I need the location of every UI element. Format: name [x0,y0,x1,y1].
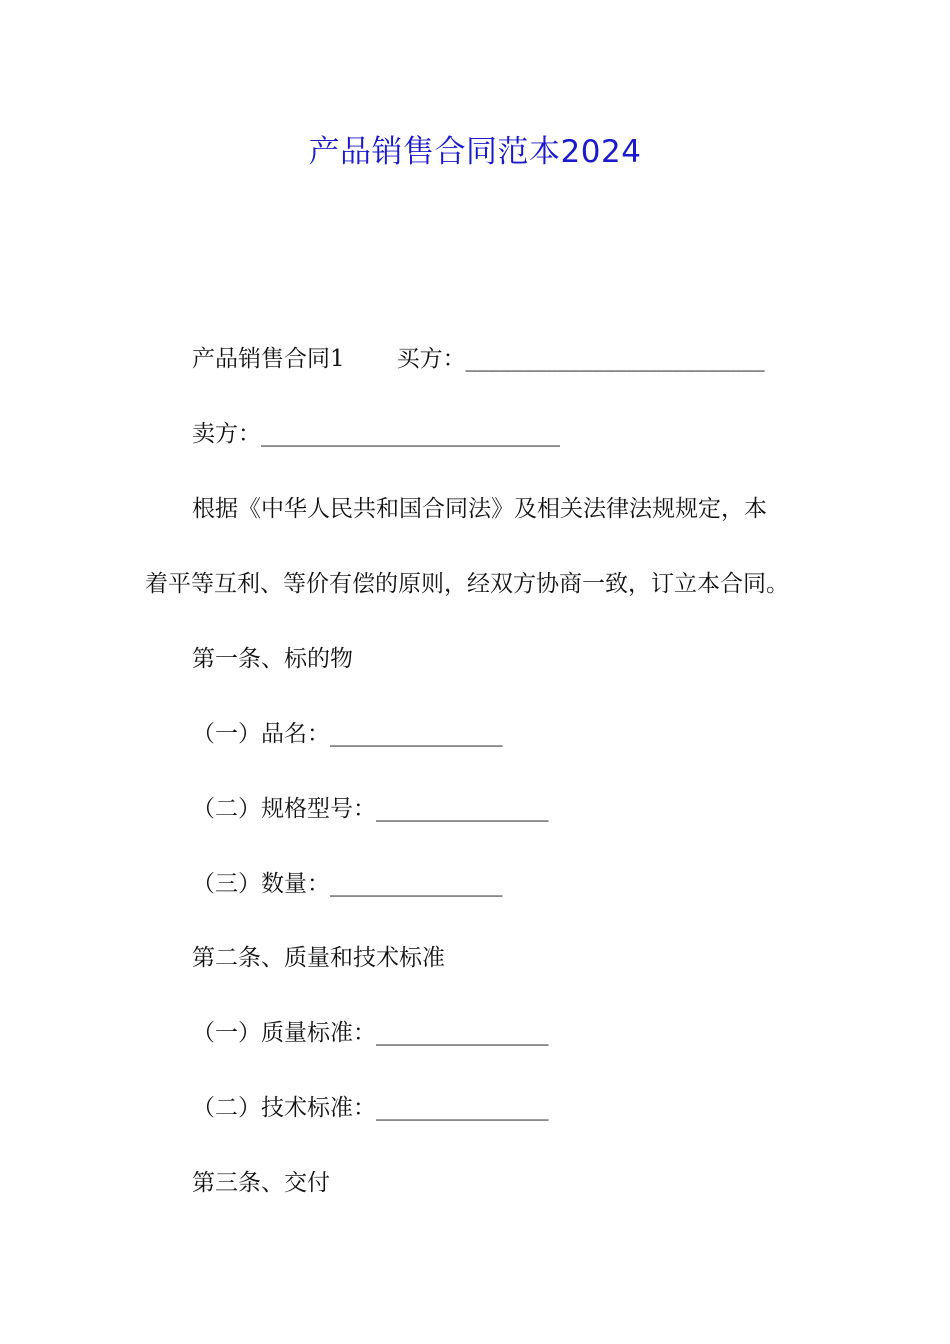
contract-heading-row [192,344,765,374]
article-1-item-2: （二）规格型号：_______________ [192,796,549,822]
article-2-heading: 第二条、质量和技术标准 [192,945,445,971]
article-1-item-1: （一）品名：_______________ [192,721,503,747]
buyer-line: 买方：__________________________ [396,346,765,372]
preamble-line-1: 根据《中华人民共和国合同法》及相关法律法规规定，本 [192,496,767,522]
contract-subtitle: 产品销售合同1 [192,346,345,372]
preamble-line-2: 着平等互利、等价有偿的原则，经双方协商一致，订立本合同。 [145,571,789,597]
article-2-item-2: （二）技术标准：_______________ [192,1095,549,1121]
article-1-item-3: （三）数量：_______________ [192,871,503,897]
article-1-heading: 第一条、标的物 [192,646,353,672]
seller-line: 卖方：__________________________ [192,421,560,447]
article-3-heading: 第三条、交付 [192,1170,330,1196]
document-title: 产品销售合同范本2024 [308,134,642,170]
article-2-item-1: （一）质量标准：_______________ [192,1020,549,1046]
